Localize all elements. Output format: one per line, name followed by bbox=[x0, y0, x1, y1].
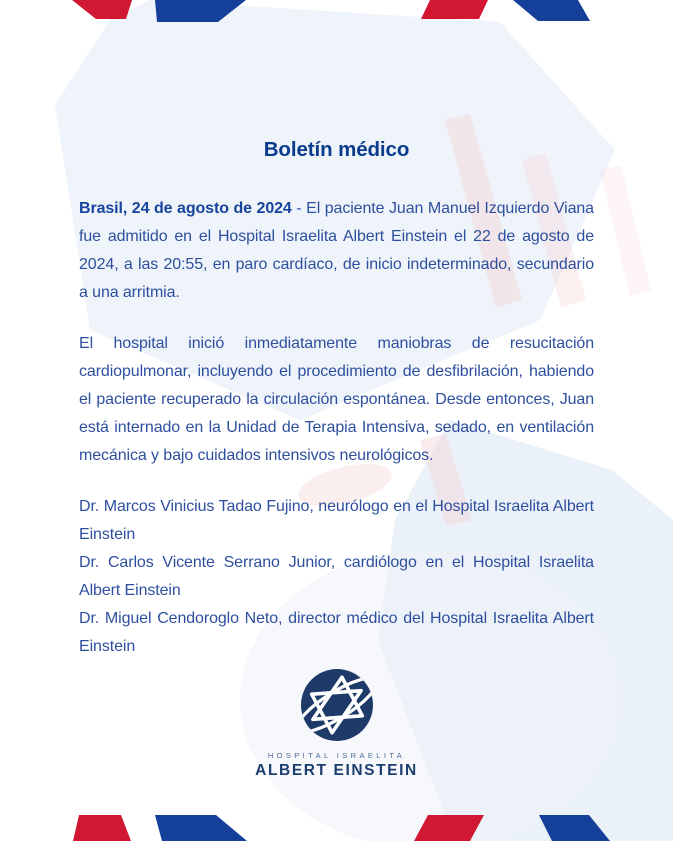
top-right-red-shape bbox=[421, 0, 488, 19]
page-title: Boletín médico bbox=[263, 138, 410, 161]
top-right-blue-shape bbox=[513, 0, 590, 21]
intro-paragraph-text: - El paciente Juan Manuel Izquierdo Viana fue admitido en el Hospital Israelita Albert Einstein el 22 de agosto de 2024, a las 20:55, en paro cardíaco, de inicio indeterminado, secundario a una arritmia. bbox=[79, 200, 594, 301]
signatory-medical-director: Dr. Miguel Cendoroglo Neto, director médico del Hospital Israelita Albert Einstein bbox=[79, 610, 594, 655]
dateline: Brasil, 24 de agosto de 2024 bbox=[79, 200, 292, 217]
hospital-logo bbox=[0, 668, 673, 780]
star-of-david-orbit-icon bbox=[277, 668, 397, 743]
bulletin-content bbox=[79, 137, 594, 661]
signatories-list bbox=[79, 493, 594, 661]
signatory-cardiologist: Dr. Carlos Vicente Serrano Junior, cardiólogo en el Hospital Israelita Albert Einstein bbox=[79, 554, 594, 599]
signatory-neurologist: Dr. Marcos Vinicius Tadao Fujino, neurólogo en el Hospital Israelita Albert Einstein bbox=[79, 498, 594, 543]
watermark-pink-stroke-3 bbox=[600, 165, 651, 296]
body-paragraph: El hospital inició inmediatamente maniobras de resucitación cardiopulmonar, incluyendo el procedimiento de desfibrilación, habiendo el paciente recuperado la circulación espontánea. Desde entonces, Juan está internado en la Unidad de Terapia Intensiva, sedado, en ventilación mecánica y bajo cuidados intensivos neurológicos. bbox=[79, 335, 594, 464]
bottom-left-red-shape bbox=[73, 815, 131, 841]
top-left-red-shape bbox=[72, 0, 132, 19]
logo-hospital-line: HOSPITAL ISRAELITA bbox=[267, 751, 406, 760]
intro-paragraph bbox=[79, 195, 594, 307]
bottom-left-blue-shape bbox=[155, 815, 247, 841]
logo-name-line: ALBERT EINSTEIN bbox=[255, 762, 418, 779]
